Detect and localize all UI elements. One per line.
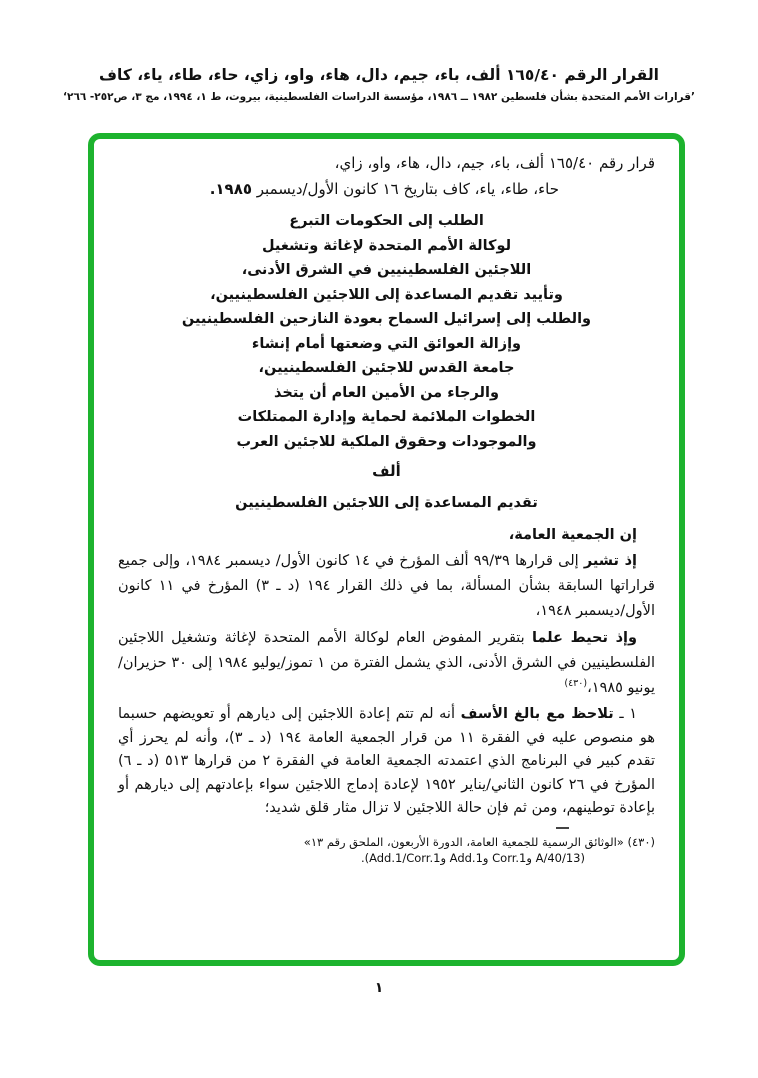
source-citation: ’قرارات الأمم المتحدة بشأن فلسطين ١٩٨٢ ــ ١٩٨٦، مؤسسة الدراسات الفلسطينية، بيروت، ط ١، ١٩٩٤، مج ٣، ص٢٥٢- ٢٦٦‘ <box>63 91 695 103</box>
title-line: جامعة القدس للاجئين الفلسطينيين، <box>258 360 515 376</box>
resolution-title-block <box>118 209 655 454</box>
footnote-citation: «الوثائق الرسمية للجمعية العامة، الدورة الأربعون، الملحق رقم ١٣» <box>303 834 624 849</box>
paragraph-number: ١ ـ <box>613 706 638 722</box>
resolution-header-title: القرار الرقم ١٦٥/٤٠ ألف، باء، جيم، دال، هاء، واو، زاي، حاء، طاء، ياء، كاف <box>99 66 659 84</box>
title-line: والرجاء من الأمين العام أن يتخذ <box>274 384 499 401</box>
title-line: لوكالة الأمم المتحدة لإغاثة وتشغيل <box>261 237 512 254</box>
page-number: ١ <box>374 980 384 996</box>
footnote-marker: (٤٣٠) <box>627 834 655 849</box>
title-line: اللاجئين الفلسطينيين في الشرق الأدنى، <box>241 262 532 278</box>
resolution-reference-line2 <box>118 176 655 202</box>
section-title: تقديم المساعدة إلى اللاجئين الفلسطينيين <box>235 495 538 511</box>
footnote-separator <box>556 827 569 829</box>
footnote-reference-mark: (٤٣٠) <box>564 678 588 690</box>
resolution-reference-line1: قرار رقم ١٦٥/٤٠ ألف، باء، جيم، دال، هاء، واو، زاي، <box>334 154 655 172</box>
paragraph-text: إلى قرارها ٩٩/٣٩ ألف المؤرخ في ١٤ كانون الأول/ ديسمبر ١٩٨٤، وإلى جميع قراراتها السابقة بشأن المسألة، بما في ذلك القرار ١٩٤ (د ـ ٣) المؤرخ في ١١ كانون الأول/ديسمبر ١٩٤٨، <box>118 553 655 619</box>
resolution-frame <box>88 133 685 966</box>
title-line: الطلب إلى الحكومات التبرع <box>289 213 484 229</box>
title-line: والموجودات وحقوق الملكية للاجئين العرب <box>236 433 537 450</box>
title-line: وتأييد تقديم المساعدة إلى اللاجئين الفلسطينيين، <box>210 286 563 303</box>
reference-date-text: حاء، طاء، ياء، كاف بتاريخ ١٦ كانون الأول/ديسمبر <box>252 180 559 198</box>
footnote-text <box>118 834 655 850</box>
resolution-reference <box>118 150 655 202</box>
title-line: وإزالة العوائق التي وضعتها أمام إنشاء <box>251 335 522 352</box>
title-line: والطلب إلى إسرائيل السماح بعودة النازحين الفلسطينيين <box>181 311 592 327</box>
paragraph-text: أنه لم تتم إعادة اللاجئين إلى ديارهم أو تعويضهم حسبما هو منصوص عليه في الفقرة ١١ من قرار الجمعية العامة ١٩٤ (د ـ ٣)، وأنه لم يحرز أي تقدم كبير في البرنامج الذي اعتمدته الجمعية العامة في الفقرة ٢ من قرارها ٥١٣ (د ـ ٦) المؤرخ في ٢٦ كانون الثاني/يناير ١٩٥٢ لإعادة إدماج اللاجئين سواء بإعادتهم إلى ديارهم أو بإعادة توطينهم، ومن ثم فإن حالة اللاجئين لا تزال مثار قلق شديد؛ <box>118 706 656 816</box>
reference-year: ١٩٨٥. <box>209 180 253 198</box>
preamble-intro: إن الجمعية العامة، <box>508 527 637 543</box>
preamble-paragraph-1 <box>118 549 655 624</box>
document-header <box>0 66 758 103</box>
paragraph-lead: إذ تشير <box>583 553 638 569</box>
footnote-document-symbols: (A/40/13 وCorr.1 وAdd.1 وAdd.1/Corr.1). <box>360 850 585 865</box>
section-letter: ألف <box>372 462 401 480</box>
title-line: الخطوات الملائمة لحماية وإدارة الممتلكات <box>237 409 536 425</box>
preamble-paragraph-2 <box>118 626 655 701</box>
paragraph-text: بتقرير المفوض العام لوكالة الأمم المتحدة لإغاثة وتشغيل اللاجئين الفلسطينيين في الشرق الأدنى، الذي يشمل الفترة من ١ تموز/يوليو ١٩٨٤ إلى ٣٠ حزيران/يونيو ١٩٨٥، <box>118 630 656 696</box>
paragraph-lead: وإذ تحيط علما <box>531 630 638 646</box>
footnote <box>118 834 655 866</box>
paragraph-lead: تلاحظ مع بالغ الأسف <box>460 706 614 722</box>
operative-paragraph-1 <box>118 703 655 821</box>
